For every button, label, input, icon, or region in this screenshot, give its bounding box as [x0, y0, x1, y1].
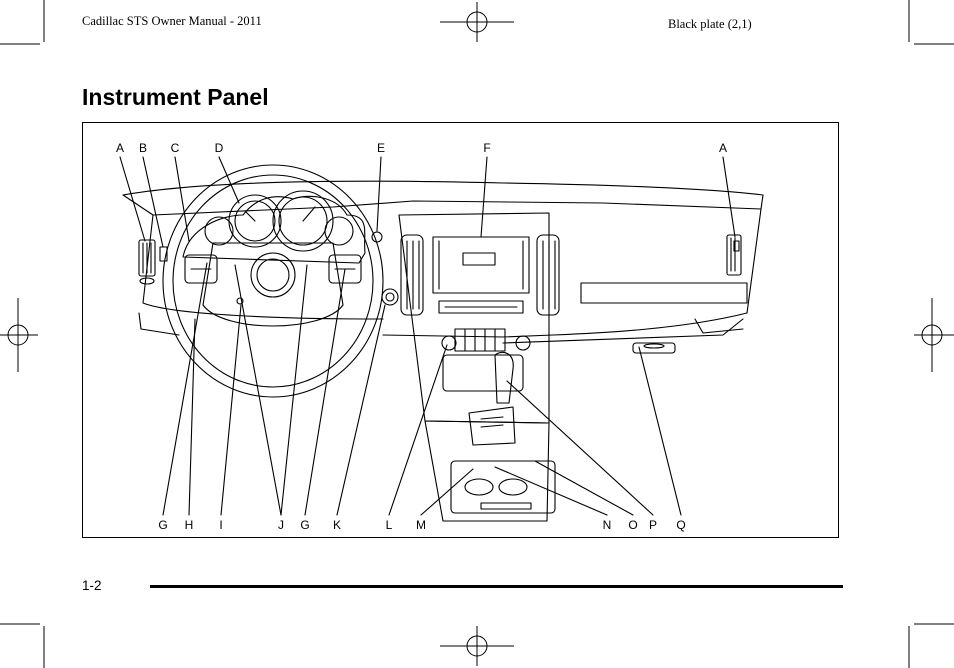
callout-label: A	[115, 141, 125, 155]
registration-mark-top	[440, 2, 514, 42]
callout-label: G	[300, 518, 310, 532]
running-header-left: Cadillac STS Owner Manual - 2011	[82, 14, 262, 28]
instrument-panel-figure	[82, 122, 839, 538]
page-number: 1-2	[82, 578, 102, 593]
callout-label: J	[278, 518, 284, 532]
center-vent-right	[537, 235, 559, 315]
registration-mark-bottom	[440, 626, 514, 666]
callout-label: Q	[676, 518, 686, 532]
callout-label: H	[184, 518, 194, 532]
callout-label: L	[385, 518, 393, 532]
callout-label: E	[376, 141, 386, 155]
lower-console	[425, 421, 549, 521]
glove-box-trim	[581, 283, 747, 303]
callout-labels	[116, 141, 727, 532]
shift-lever	[495, 352, 513, 403]
center-vent-left	[401, 235, 423, 315]
steering-wheel-hub	[203, 243, 343, 326]
page-title: Instrument Panel	[82, 84, 269, 110]
callout-label: A	[718, 141, 728, 155]
temp-gauge	[325, 217, 353, 245]
callout-label: B	[138, 141, 148, 155]
callout-label: G	[158, 518, 168, 532]
callout-label: K	[332, 518, 342, 532]
cupholder-tray	[451, 461, 555, 513]
callout-label: I	[219, 518, 223, 532]
ignition	[382, 289, 398, 305]
registration-mark-left	[0, 298, 38, 372]
running-header-right: Black plate (2,1)	[668, 17, 752, 31]
registration-mark-right	[914, 298, 954, 372]
callout-label: O	[628, 518, 638, 532]
climate-controls	[455, 329, 505, 351]
callout-label: D	[214, 141, 224, 155]
instrument-panel-illustration	[83, 123, 840, 539]
footer-rule	[150, 585, 843, 588]
callout-label: F	[483, 141, 491, 155]
steering-wheel-rim	[163, 165, 383, 397]
callout-label: M	[416, 518, 426, 532]
callout-label: N	[602, 518, 612, 532]
callout-label: C	[170, 141, 180, 155]
callout-label: P	[648, 518, 658, 532]
